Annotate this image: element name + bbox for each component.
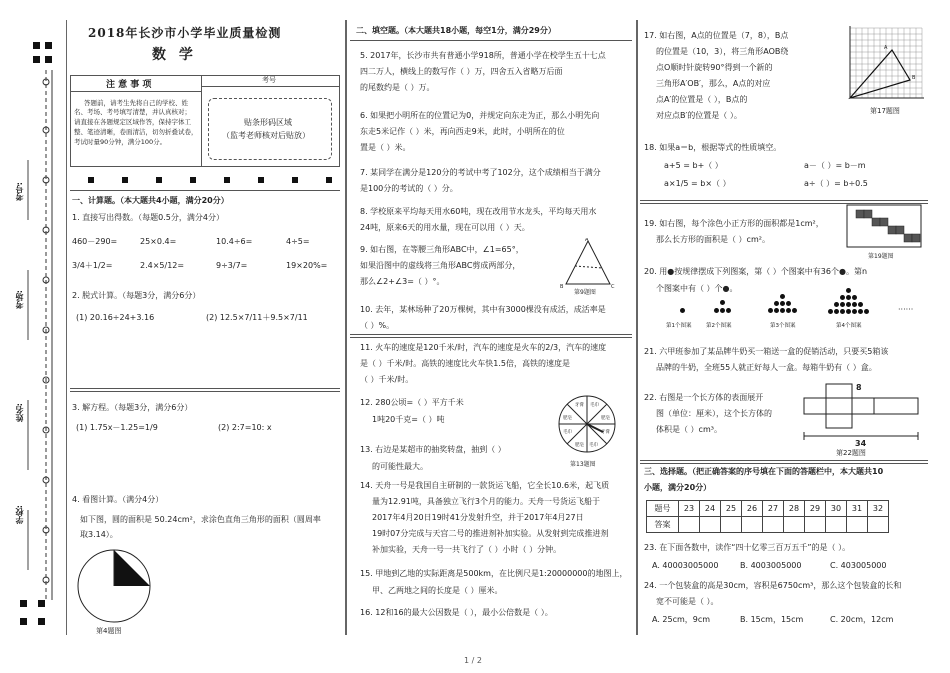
q22-net-figure (800, 380, 924, 450)
table-cell: 27 (763, 501, 784, 517)
marker-square (45, 56, 52, 63)
q6-text: 东走5米记作（ ）米，再向西走9米，此时，小明所在的位 (360, 127, 565, 136)
notice-line: 名、考场、考号填写清楚，并认真核对； (74, 108, 191, 116)
q11-text: （ ）千米/时。 (360, 375, 414, 384)
q14-text: 14. 天舟一号是我国自主研制的一款货运飞船，它全长10.6米，起飞质 (360, 481, 610, 490)
q12-text: 12. 280公顷=（ ）平方千米 (360, 398, 464, 407)
marker-square (33, 42, 40, 49)
q5-text: 四二万人，横线上的数写作（ ）万，四舍五入省略万后面 (360, 67, 563, 76)
q24-option: B. 15cm，15cm (740, 615, 804, 624)
notice-line: 整、笔迹清晰，卷面清洁，切勿折叠试卷， (74, 128, 198, 136)
q22-text: 图（单位：厘米），这个长方体的 (656, 409, 772, 418)
page-title: 2018年长沙市小学毕业质量检测 (88, 26, 282, 40)
section-3-header: 三、选择题。（把正确答案的序号填在下面的答题栏中，本大题共10 (644, 467, 884, 476)
separator-marks (88, 177, 338, 183)
q9-triangle-figure (558, 238, 618, 290)
q14-text: 2017年4月20日19时41分发射升空，并于2017年4月27日 (372, 513, 584, 522)
q7-text: 是100分的考试的（ ）分。 (360, 184, 458, 193)
q1-item: 4÷5= (286, 237, 310, 246)
answer-cell[interactable] (784, 517, 805, 533)
q10-text: （ ）%。 (360, 321, 395, 330)
answer-cell[interactable] (679, 517, 700, 533)
q11-text: 11. 火车的速度是120千米/时，汽车的速度是火车的2/3，汽车的速度 (360, 343, 607, 352)
q17-grid-figure (846, 26, 926, 104)
q17-text: 的位置是（10，3），将三角形AOB绕 (656, 47, 789, 56)
q20-caption: 第1个图案 (666, 323, 692, 329)
answer-cell[interactable] (721, 517, 742, 533)
q1-item: 460－290= (72, 237, 118, 246)
q24-option: A. 25cm，9cm (652, 615, 711, 624)
column-divider (636, 20, 638, 635)
q11-text: 是（ ）千米/时。高铁的速度比火车快1.5倍，高铁的速度是 (360, 359, 570, 368)
q9-text: 如果沿图中的虚线将三角形ABC剪成两部分， (360, 261, 521, 270)
kaohao-label: 考号 (262, 76, 276, 84)
q10-text: 10. 去年，某林场种了20万棵树，其中有3000棵没有成活，成活率是 (360, 305, 606, 314)
marker-square (33, 56, 40, 63)
q16-text: 16. 12和16的最大公因数是（ ），最小公倍数是（ ）。 (360, 608, 553, 617)
q20-caption: 第3个图案 (770, 323, 796, 329)
q13-text: 13. 右边是某超市的抽奖转盘，抽到（ ） (360, 445, 506, 454)
q1-item: 25×0.4= (140, 237, 177, 246)
q12-text: 1吨20千克=（ ）吨 (372, 415, 445, 424)
q13-caption: 第13题图 (570, 461, 596, 468)
q22-text: 体积是（ ）cm³。 (656, 425, 722, 434)
q18-item: a×1/5 = b×（ ） (664, 179, 731, 188)
svg-text:A: A (884, 45, 888, 51)
q21-text: 21. 六甲班参加了某品牌牛奶买一箱送一盒的促销活动，只要买5箱该 (644, 347, 889, 356)
answer-cell[interactable] (847, 517, 868, 533)
q1-stem: 1. 直接写出得数。（每题0.5分，满分4分） (72, 213, 224, 222)
table-cell: 题号 (647, 501, 679, 517)
label-kaohao: 考号: (15, 182, 24, 202)
q17-text: 点O顺时针旋转90°得到一个新的 (656, 63, 773, 72)
q18-item: a+5 = b+（ ） (664, 161, 723, 170)
section-2-header: 二、填空题。（本大题共18小题，每空1分，满分29分） (356, 26, 556, 35)
q3-stem: 3. 解方程。（每题3分，满分6分） (72, 403, 193, 412)
barcode-area (208, 98, 332, 160)
wheel-label: 毛巾 (563, 430, 572, 435)
column-border (66, 20, 67, 635)
marker-square (20, 600, 27, 607)
q4-text: 如下图，圆的面积是 50.24cm²，求涂色直角三角形的面积（圆周率 (80, 515, 321, 524)
q1-item: 3/4＋1/2= (72, 261, 113, 270)
q21-text: 品牌的牛奶，全班55人就正好每人一盒。每箱牛奶有（ ）盒。 (656, 363, 877, 372)
q19-text: 19. 如右图，每个涂色小正方形的面积都是1cm²， (644, 219, 824, 228)
q9-text: 9. 如右图，在等腰三角形ABC中，∠1=65°， (360, 245, 524, 254)
table-cell: 30 (826, 501, 847, 517)
q7-text: 7. 某同学在满分是120分的考试中考了102分，这个成绩相当于满分 (360, 168, 601, 177)
subject-title: 数 学 (152, 47, 197, 63)
q18-text: 18. 如果a＝b，根据等式的性质填空。 (644, 143, 782, 152)
answer-cell[interactable] (826, 517, 847, 533)
q1-item: 9÷3/7= (216, 261, 248, 270)
svg-text:B: B (912, 75, 916, 81)
marker-square (38, 600, 45, 607)
wheel-label: 牙膏 (575, 403, 584, 408)
label-school: 学校: (15, 505, 24, 525)
q22-dim-label: 34 (855, 439, 867, 448)
section-3-header: 小题，满分20分） (644, 483, 712, 492)
svg-text:B: B (560, 284, 564, 290)
q3-item: (2) 2:7=10: x (218, 423, 272, 432)
table-cell: 26 (742, 501, 763, 517)
wheel-label: 肥皂 (601, 416, 610, 421)
q6-text: 6. 如果把小明所在的位置记为0，并规定向东走为正，那么小明先向 (360, 111, 600, 120)
marker-square (38, 618, 45, 625)
q4-text: 取3.14）。 (80, 530, 118, 539)
notice-line: 考试时量90分钟，满分100分。 (74, 138, 167, 146)
q17-text: 点A′的位置是（ ），B点的 (656, 95, 748, 104)
answer-cell[interactable] (763, 517, 784, 533)
q24-text: 宽不可能是（ ）。 (656, 597, 719, 606)
table-cell: 31 (847, 501, 868, 517)
wheel-label: 毛巾 (589, 443, 598, 448)
q9-caption: 第9题图 (574, 289, 596, 296)
q4-stem: 4. 看图计算。（满分4分） (72, 495, 164, 504)
page-number: 1 / 2 (464, 656, 482, 665)
q1-item: 10.4÷6= (216, 237, 253, 246)
q8-text: 8. 学校原来平均每天用水60吨，现在改用节水龙头，平均每天用水 (360, 207, 597, 216)
q24-option: C. 20cm，12cm (830, 615, 894, 624)
answer-cell[interactable] (700, 517, 721, 533)
label-kaochang: 考场: (15, 290, 24, 310)
q2-stem: 2. 脱式计算。（每题3分，满分6分） (72, 291, 201, 300)
wheel-label: 肥皂 (575, 443, 584, 448)
table-cell: 25 (721, 501, 742, 517)
table-cell: 23 (679, 501, 700, 517)
q2-item: (2) 12.5×7/11＋9.5×7/11 (206, 313, 308, 322)
q22-caption: 第22题图 (836, 449, 866, 457)
wheel-label: 毛巾 (590, 403, 599, 408)
q1-item: 2.4×5/12= (140, 261, 185, 270)
q14-text: 19时07分完成与天宫二号的推进剂补加实验。从发射到完成推进剂 (372, 529, 609, 538)
q3-item: (1) 1.75x－1.25=1/9 (76, 423, 158, 432)
q20-caption: 第4个图案 (836, 323, 862, 329)
wheel-label: 牙膏 (601, 430, 610, 435)
barcode-label: 贴条形码区域 (244, 118, 292, 127)
q22-dim-label: 8 (856, 383, 862, 392)
q13-wheel-figure (557, 394, 617, 456)
q14-text: 量为12.91吨，具备独立飞行3个月的能力。天舟一号货运飞船于 (372, 497, 600, 506)
q19-caption: 第19题图 (868, 253, 894, 260)
answer-cell[interactable] (805, 517, 826, 533)
q5-text: 5. 2017年，长沙市共有普通小学918所，普通小学在校学生五十七点 (360, 51, 606, 60)
label-name: 姓名: (15, 403, 24, 423)
q1-item: 19×20%= (286, 261, 328, 270)
q17-text: 对应点B′的位置是（ ）。 (656, 111, 742, 120)
q9-text: 那么∠2+∠3=（ ）°。 (360, 277, 445, 286)
column-divider (345, 20, 347, 635)
wheel-label: 肥皂 (563, 416, 572, 421)
q19-staircase-figure (846, 204, 924, 252)
table-cell: 28 (784, 501, 805, 517)
q17-caption: 第17题图 (870, 107, 900, 115)
q6-text: 置是（ ）米。 (360, 143, 411, 152)
q17-text: 三角形A′OB′，那么，A点的对应 (656, 79, 771, 88)
binding-line (22, 70, 62, 600)
notice-line: 请直接在各题规定区域作答，保持字体工 (74, 118, 191, 126)
answer-cell[interactable] (742, 517, 763, 533)
table-cell: 答案 (647, 517, 679, 533)
q20-text: 20. 用●按规律摆成下列图案，第（ ）个图案中有36个●。第n (644, 267, 868, 276)
svg-text:C: C (611, 284, 615, 290)
q15-text: 甲、乙两地之间的长度是（ ）厘米。 (372, 586, 503, 595)
section-1-header: 一、计算题。（本大题共4小题，满分20分） (72, 196, 229, 205)
q20-caption: 第2个图案 (706, 323, 732, 329)
q5-text: 的尾数约是（ ）万。 (360, 83, 435, 92)
q14-text: 补加实验，天舟一号一共飞行了（ ）小时（ ）分钟。 (372, 545, 562, 554)
q8-text: 24吨，原来6天的用水量，现在可以用（ ）天。 (360, 223, 530, 232)
q22-text: 22. 右图是一个长方体的表面展开 (644, 393, 764, 402)
q23-option: B. 4003005000 (740, 561, 802, 570)
answer-cell[interactable] (868, 517, 889, 533)
q18-item: a－（ ）= b－m (804, 161, 866, 170)
q2-item: (1) 20.16÷24+3.16 (76, 313, 155, 322)
marker-square (45, 42, 52, 49)
q18-item: a÷（ ）= b÷0.5 (804, 179, 868, 188)
table-cell: 29 (805, 501, 826, 517)
q19-text: 那么长方形的面积是（ ）cm²。 (656, 235, 770, 244)
marker-square (20, 618, 27, 625)
q23-option: A. 40003005000 (652, 561, 719, 570)
barcode-note: （监考老师核对后贴放） (222, 131, 310, 140)
notice-title: 注 意 事 项 (106, 80, 152, 90)
svg-text:A: A (585, 238, 589, 243)
notice-line: 答题前，请考生先将自己的学校、姓 (84, 99, 188, 107)
table-cell: 24 (700, 501, 721, 517)
q23-option: C. 403005000 (830, 561, 887, 570)
q20-text: 个图案中有（ ）个●。 (656, 284, 738, 293)
q4-caption: 第4题图 (96, 627, 122, 635)
table-cell: 32 (868, 501, 889, 517)
q23-text: 23. 在下面各数中，读作“四十亿零三百万五千”的是（ ）。 (644, 543, 851, 552)
q17-text: 17. 如右图，A点的位置是（7，8），B点 (644, 31, 789, 40)
q24-text: 24. 一个包装盒的高是30cm，容积是6750cm³，那么这个包装盒的长和 (644, 581, 902, 590)
answer-table (646, 500, 889, 533)
q15-text: 15. 甲地到乙地的实际距离是500km，在比例尺是1:20000000的地图上， (360, 569, 628, 578)
q4-circle-figure (76, 548, 156, 624)
q13-text: 的可能性最大。 (372, 462, 428, 471)
